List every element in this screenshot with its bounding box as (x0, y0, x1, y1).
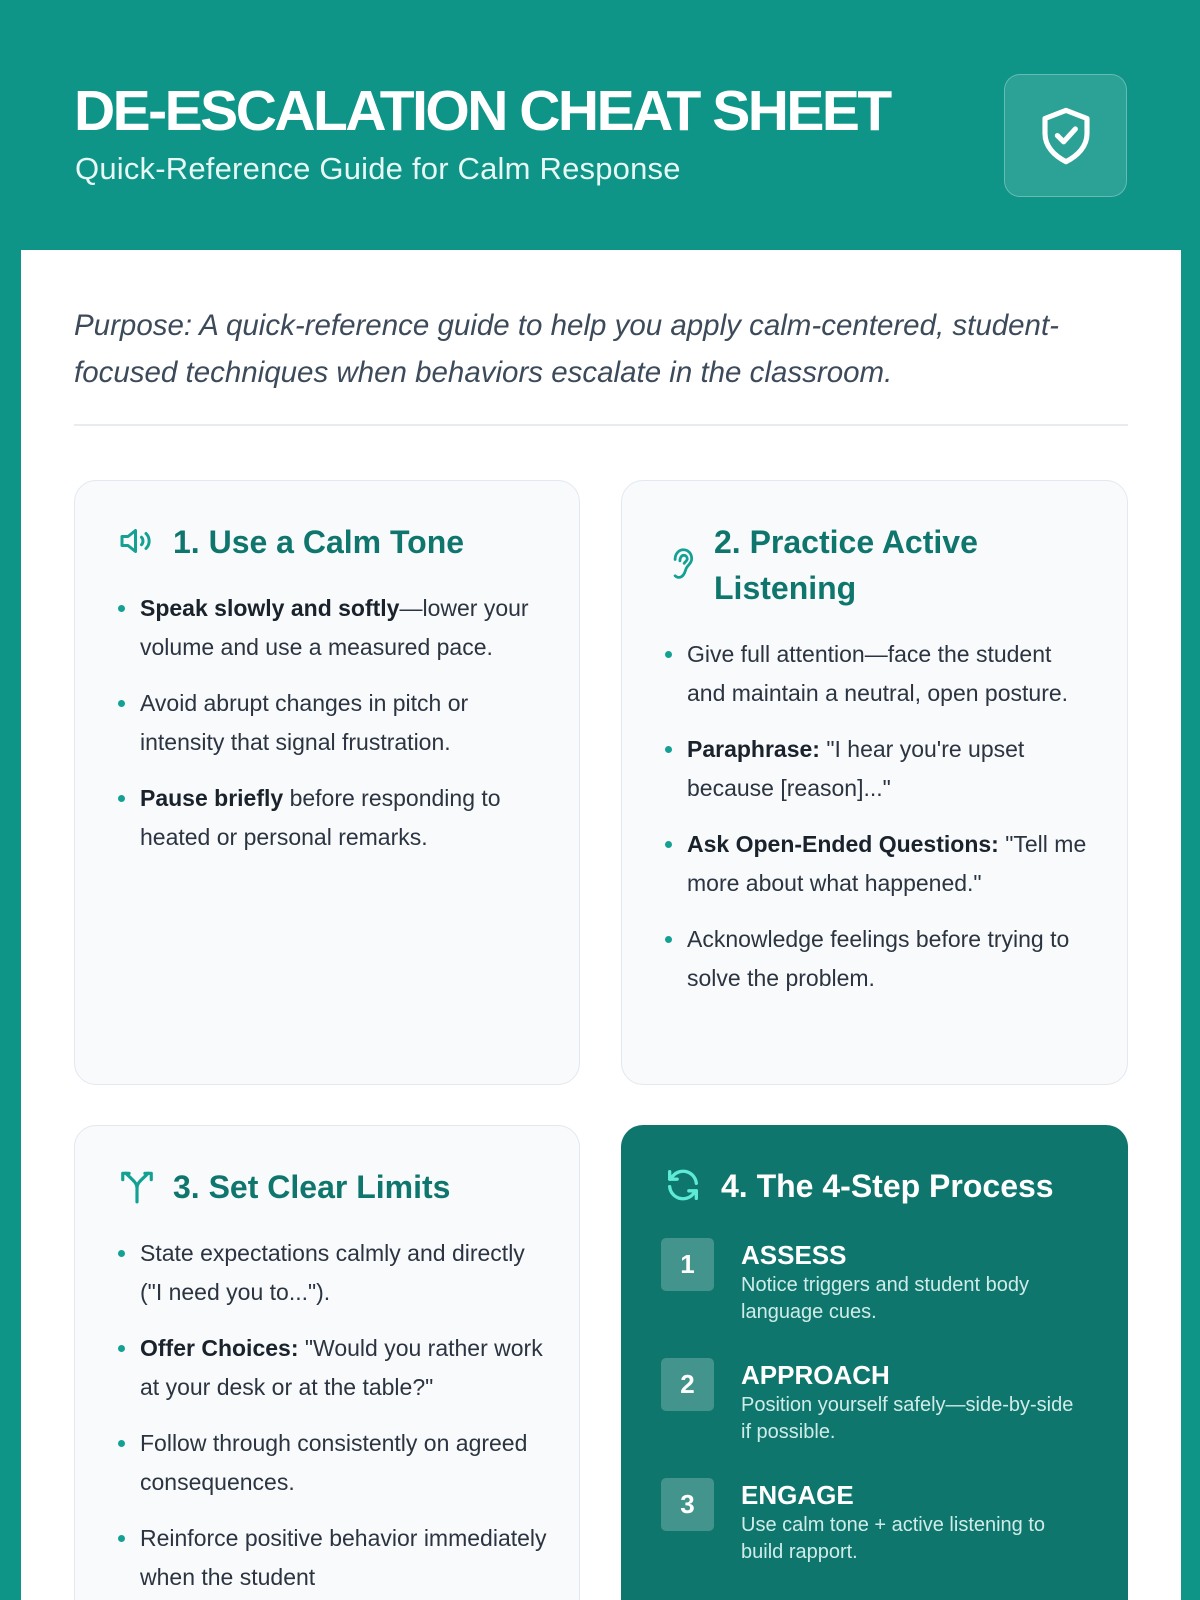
list-item: Follow through consistently on agreed consequences. (115, 1424, 547, 1501)
list-item: Avoid abrupt changes in pitch or intensity that signal frustration. (115, 684, 547, 761)
header (0, 0, 1200, 250)
cheat-sheet-body (21, 250, 1181, 1600)
step-description: Position yourself safely—side-by-side if possible. (741, 1394, 1074, 1443)
card-active-listening (621, 480, 1128, 1085)
card-title: 3. Set Clear Limits (173, 1169, 451, 1205)
card-title: 4. The 4-Step Process (721, 1168, 1054, 1204)
page-title: DE-ESCALATION CHEAT SHEET (74, 79, 890, 143)
step-number: 1 (661, 1238, 714, 1291)
step-number: 2 (661, 1358, 714, 1411)
calm-tone-list (115, 589, 547, 874)
page-subtitle: Quick-Reference Guide for Calm Response (75, 151, 681, 186)
list-item: Paraphrase: "I hear you're upset because [reason]..." (662, 730, 1096, 807)
list-item: Speak slowly and softly—lower your volume and use a measured pace. (115, 589, 547, 666)
card-title: 2. Practice Active Listening (714, 524, 978, 606)
ear-icon (662, 543, 702, 587)
active-listening-list (662, 635, 1096, 1015)
speaker-icon (115, 519, 159, 563)
card-clear-limits-header (115, 1164, 450, 1210)
card-four-step-process (621, 1125, 1128, 1600)
card-four-step-header (661, 1163, 1054, 1209)
list-item: Give full attention—face the student and maintain a neutral, open posture. (662, 635, 1096, 712)
list-item: Pause briefly before responding to heated or personal remarks. (115, 779, 547, 856)
split-arrows-icon (115, 1164, 159, 1208)
list-item: Ask Open-Ended Questions: "Tell me more about what happened." (662, 825, 1096, 902)
card-clear-limits (74, 1125, 580, 1600)
list-item: Offer Choices: "Would you rather work at your desk or at the table?" (115, 1329, 547, 1406)
list-item: Acknowledge feelings before trying to solve the problem. (662, 920, 1096, 997)
card-active-listening-header (662, 519, 978, 611)
clear-limits-list (115, 1234, 547, 1600)
step-description: Notice triggers and student body language cues. (741, 1274, 1029, 1323)
step-name: APPROACH (741, 1360, 890, 1390)
process-step (661, 1478, 1081, 1566)
step-name: ASSESS (741, 1240, 847, 1270)
shield-check-icon (1038, 105, 1094, 167)
list-item: Reinforce positive behavior immediately when the student (115, 1519, 547, 1596)
card-calm-tone-header (115, 519, 464, 565)
process-step (661, 1358, 1081, 1446)
card-calm-tone (74, 480, 580, 1085)
list-item: State expectations calmly and directly ("I need you to..."). (115, 1234, 547, 1311)
shield-badge (1004, 74, 1127, 197)
divider (74, 424, 1128, 426)
step-number: 3 (661, 1478, 714, 1531)
refresh-icon (661, 1163, 705, 1207)
step-description: Use calm tone + active listening to build rapport. (741, 1514, 1046, 1563)
process-step (661, 1238, 1081, 1326)
purpose-statement: Purpose: A quick-reference guide to help you apply calm-centered, student-focused techniques when behaviors escalate in the classroom. (74, 309, 1059, 389)
card-title: 1. Use a Calm Tone (173, 524, 465, 560)
step-name: ENGAGE (741, 1480, 854, 1510)
